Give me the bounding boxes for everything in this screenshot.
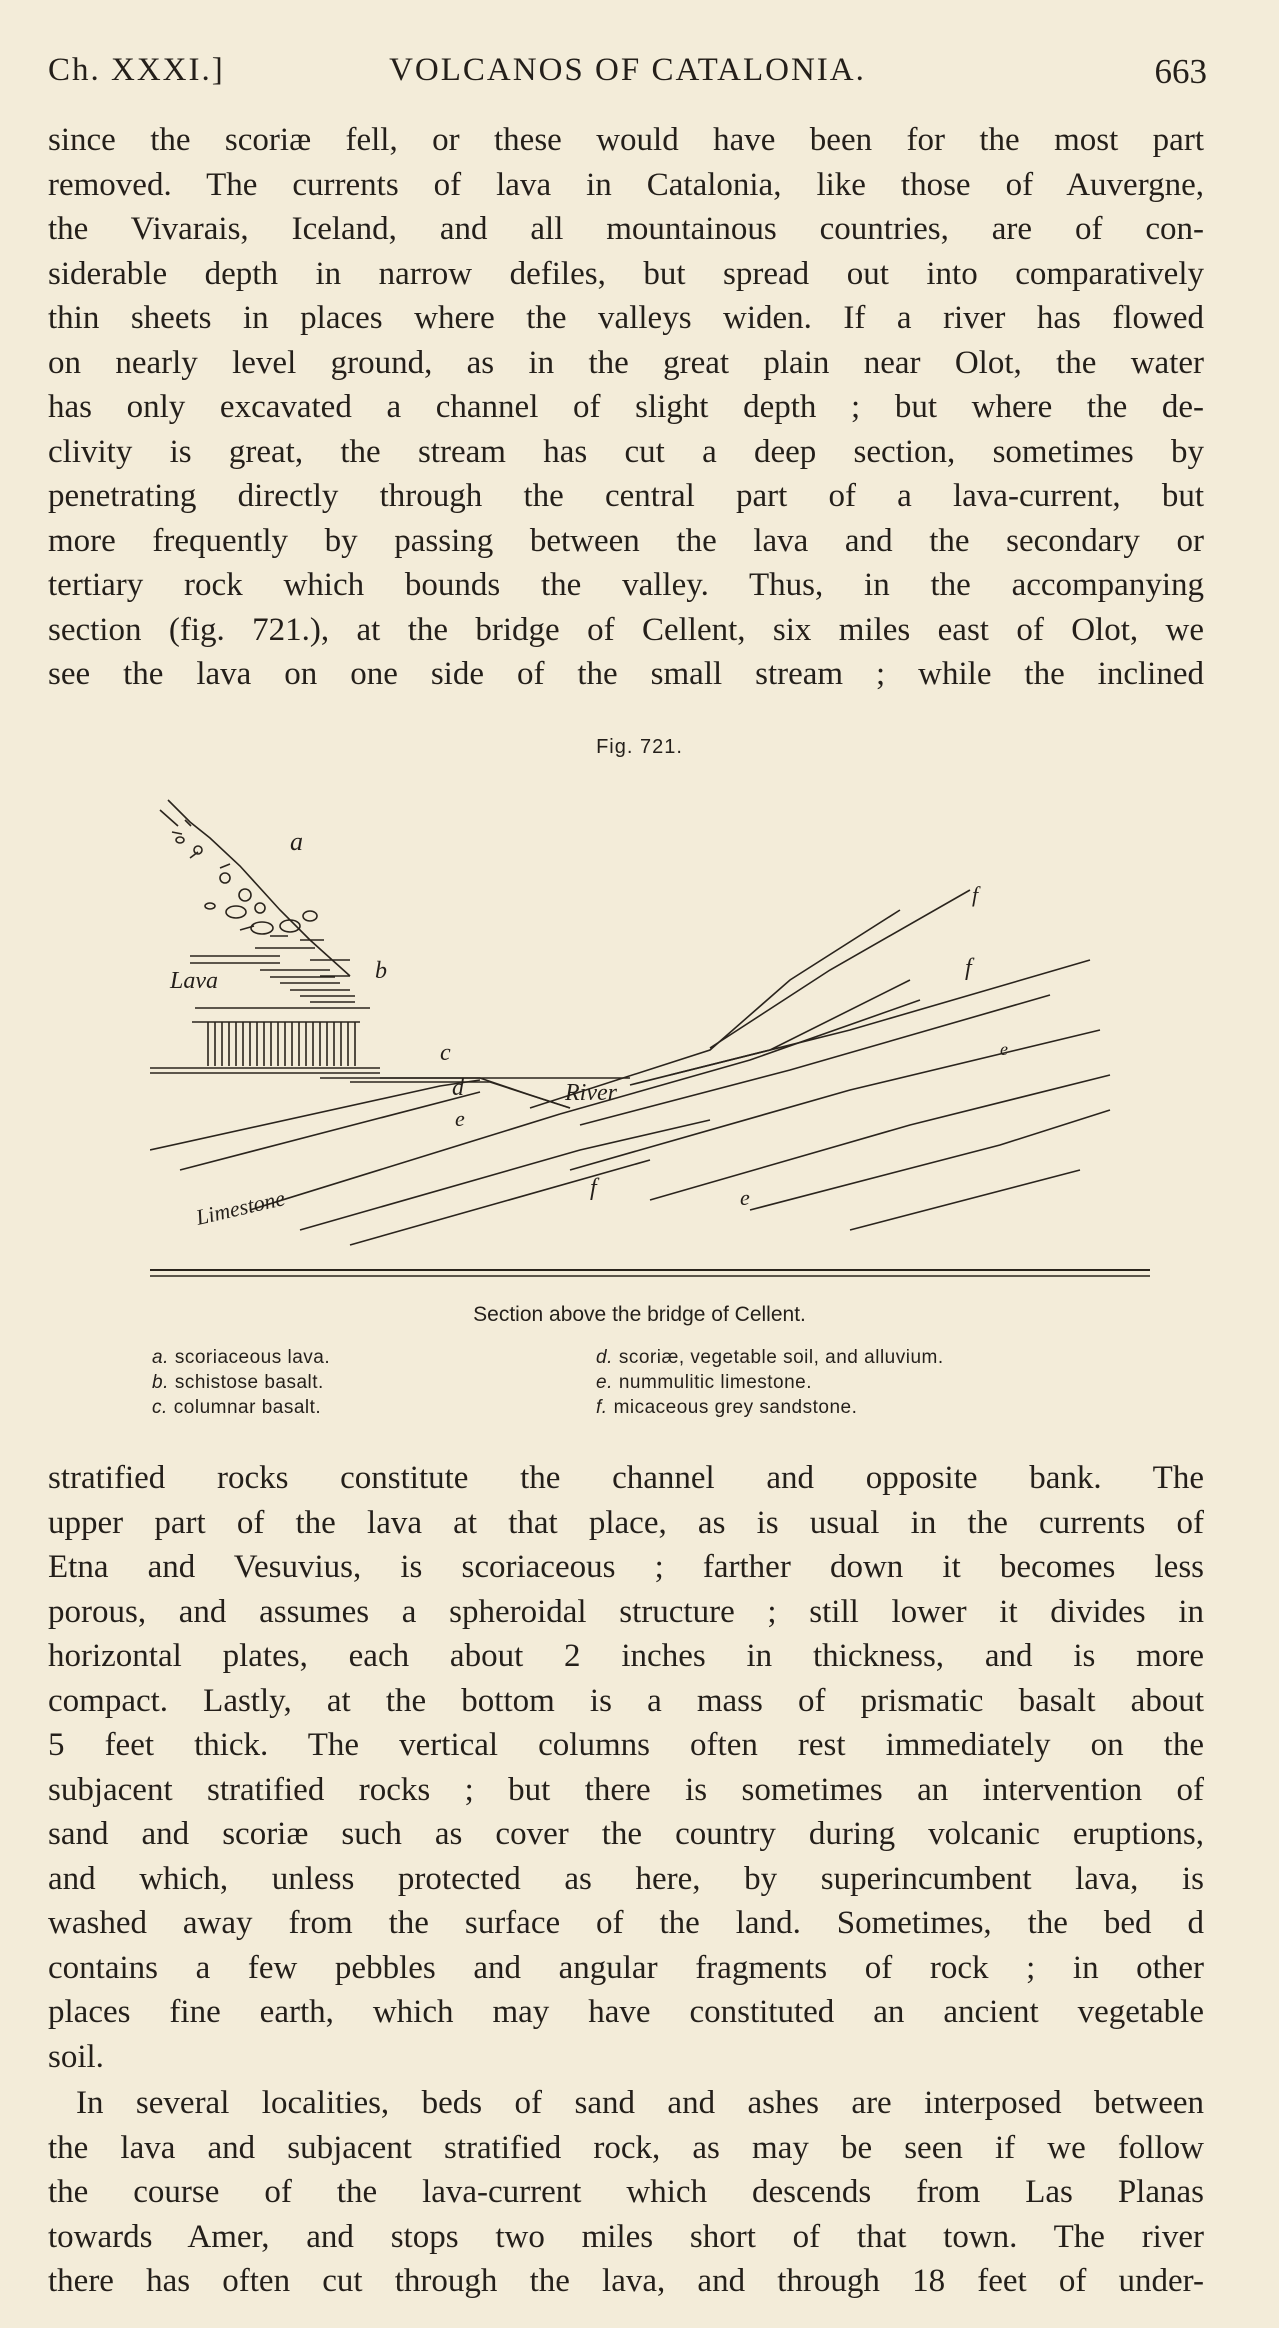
text-line: contains a few pebbles and angular fragments of rock ; in other [48,1949,1204,1986]
paragraph-3 [48,2081,1204,2304]
text-line: subjacent stratified rocks ; but there is sometimes an intervention of [48,1771,1204,1808]
label-lava: Lava [170,968,218,994]
label-e-3: e [1000,1039,1008,1059]
text-line: sand and scoriæ such as cover the country during volcanic eruptions, [48,1816,1204,1852]
text-line: clivity is great, the stream has cut a deep section, sometimes by [48,433,1204,470]
stratum-line [710,890,970,1048]
figure-label: Fig. 721. [596,736,683,758]
text-line: soil. [48,2038,104,2075]
label-d: d [452,1075,464,1101]
label-river: River [565,1080,617,1106]
figure-legend-left [152,1345,330,1420]
text-line: removed. The currents of lava in Catalonia, like those of Auvergne, [48,166,1204,203]
text-line: siderable depth in narrow defiles, but spread out into comparatively [48,255,1204,292]
text-line: the Vivarais, Iceland, and all mountainous countries, are of con- [48,211,1204,247]
cross-section-figure [150,730,1150,1300]
label-c: c [440,1040,451,1066]
text-line: has only excavated a channel of slight depth ; but where the de- [48,389,1204,425]
text-line: horizontal plates, each about 2 inches in thickness, and is more [48,1638,1204,1674]
text-line: on nearly level ground, as in the great plain near Olot, the water [48,344,1204,381]
text-line: the lava and subjacent stratified rock, as may be seen if we follow [48,2129,1204,2166]
stratum-line [670,960,1090,1075]
scoria-slope-line [160,810,178,826]
label-a: a [290,827,303,856]
text-line: porous, and assumes a spheroidal structure ; still lower it divides in [48,1593,1204,1630]
label-e-2: e [740,1185,750,1210]
text-line: penetrating directly through the central part of a lava-current, but [48,478,1204,514]
label-limestone: Limestone [193,1185,288,1230]
text-line: washed away from the surface of the land. Sometimes, the bed d [48,1905,1204,1941]
legend-item: f. micaceous grey sandstone. [596,1397,858,1418]
text-line: stratified rocks constitute the channel and opposite bank. The [48,1460,1204,1496]
stratum-line [580,995,1050,1125]
chapter-label: Ch. XXXI.] [48,52,225,88]
label-f-3: f [972,882,979,907]
text-line: see the lava on one side of the small stream ; while the inclined [48,656,1204,692]
running-header [48,52,1207,98]
text-line: places fine earth, which may have constituted an ancient vegetable [48,1994,1204,2030]
legend-item: d. scoriæ, vegetable soil, and alluvium. [596,1347,944,1368]
columnar-basalt [208,1022,355,1066]
legend-item: e. nummulitic limestone. [596,1372,813,1393]
figure-legend-right [596,1345,944,1420]
stratum-line [150,1080,480,1150]
text-line: there has often cut through the lava, and through 18 feet of under- [48,2263,1204,2299]
page-number: 663 [1154,52,1207,91]
text-line: thin sheets in places where the valleys widen. If a river has flowed [48,300,1204,336]
text-line: and which, unless protected as here, by superincumbent lava, is [48,1860,1204,1897]
label-f-2: f [965,955,972,981]
legend-item: a. scoriaceous lava. [152,1347,331,1368]
text-line: more frequently by passing between the lava and the secondary or [48,522,1204,559]
scoria-slope-line [168,800,350,976]
text-line: compact. Lastly, at the bottom is a mass of prismatic basalt about [48,1682,1204,1719]
text-line: In several localities, beds of sand and ashes are interposed between [76,2085,1204,2121]
text-line: 5 feet thick. The vertical columns often rest immediately on the [48,1727,1204,1763]
label-b: b [375,958,387,984]
running-title: VOLCANOS OF CATALONIA. [389,52,866,88]
paragraph-2 [48,1456,1204,2079]
stratum-line [570,1030,1100,1170]
stratum-line [850,1170,1080,1230]
legend-item: b. schistose basalt. [152,1372,324,1393]
text-line: towards Amer, and stops two miles short of that town. The river [48,2218,1204,2255]
stratum-line [630,980,910,1085]
text-line: since the scoriæ fell, or these would have been for the most part [48,122,1204,158]
text-line: Etna and Vesuvius, is scoriaceous ; farther down it becomes less [48,1549,1204,1585]
paragraph-1 [48,118,1204,697]
stratum-line [250,1114,560,1210]
stratum-line [750,1110,1110,1210]
label-e-1: e [455,1106,465,1131]
text-line: upper part of the lava at that place, as is usual in the currents of [48,1504,1204,1541]
label-f-1: f [590,1175,597,1201]
text-line: tertiary rock which bounds the valley. Thus, in the accompanying [48,567,1204,603]
legend-item: c. columnar basalt. [152,1397,322,1418]
text-line: section (fig. 721.), at the bridge of Cellent, six miles east of Olot, we [48,611,1204,648]
stratum-line [180,1092,480,1170]
figure-caption: Section above the bridge of Cellent. [473,1303,806,1326]
stratum-line [650,1075,1110,1200]
text-line: the course of the lava-current which descends from Las Planas [48,2174,1204,2210]
